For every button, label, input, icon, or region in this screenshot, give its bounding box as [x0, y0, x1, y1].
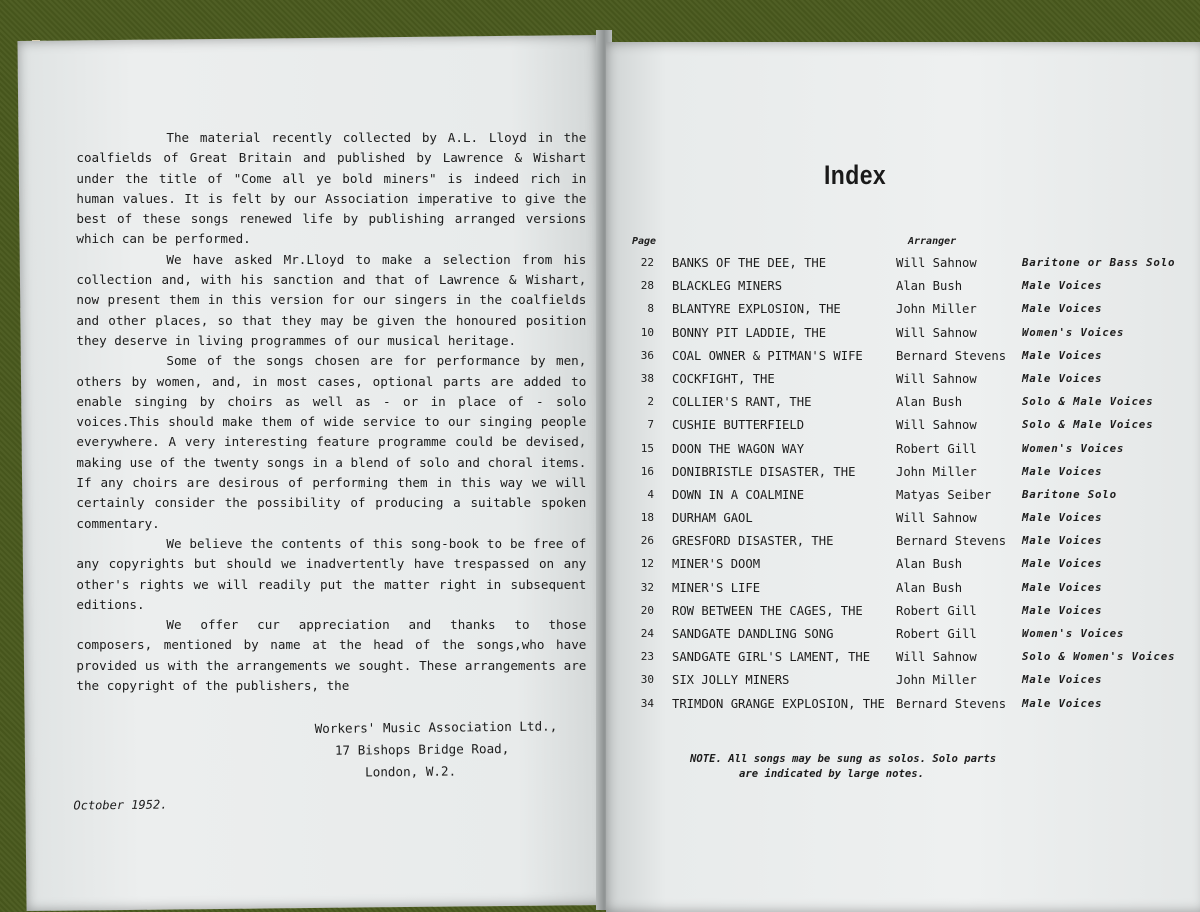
song-voices: Male Voices — [1022, 603, 1103, 617]
index-row — [606, 600, 1200, 623]
song-title: DOWN IN A COALMINE — [672, 487, 805, 502]
address-line-2: 17 Bishops Bridge Road, — [334, 740, 510, 758]
index-row — [606, 368, 1200, 391]
song-title: CUSHIE BUTTERFIELD — [672, 418, 805, 433]
song-page-number: 4 — [647, 487, 654, 501]
song-arranger: Will Sahnow — [896, 650, 977, 665]
song-title: TRIMDON GRANGE EXPLOSION, THE — [672, 696, 885, 711]
song-page-number: 26 — [640, 534, 654, 548]
song-page-number: 38 — [640, 371, 654, 385]
song-page-number: 20 — [640, 603, 654, 617]
song-arranger: Will Sahnow — [896, 256, 977, 270]
song-page-number: 24 — [640, 627, 654, 640]
intro-paragraph-1: The material recently collected by A.L. Lloyd in the coalfields of Great Britain and published by Lawrence & Wishart under the title of "Come all ye bold miners" is indeed rich in human values. It is felt by our Association imperative to give the best of these songs renewed life by publishing arranged versions which can be performed. — [76, 129, 587, 247]
song-arranger: John Miller — [896, 673, 977, 688]
song-voices: Baritone or Bass Solo — [1022, 256, 1176, 269]
song-page-number: 12 — [640, 557, 654, 571]
index-row — [606, 484, 1200, 507]
song-page-number: 23 — [640, 650, 654, 664]
song-voices: Solo & Male Voices — [1022, 418, 1154, 432]
index-title: Index — [824, 160, 887, 190]
song-page-number: 36 — [640, 348, 654, 362]
song-page-number: 15 — [640, 441, 654, 455]
header-arranger: Arranger — [908, 236, 957, 247]
song-voices: Male Voices — [1022, 302, 1103, 316]
index-row — [606, 530, 1200, 553]
song-voices: Male Voices — [1022, 580, 1103, 594]
intro-paragraph-3: Some of the songs chosen are for performance by men, others by women, and, in most cases, optional parts are added to enable singing by choirs as well as - or in place of - solo voices.This should make them of wide service to our singing people everywhere. A very interesting feature programme could be devised, making use of the twenty songs in a blend of solo and choral items. If any choirs are desirous of performing them in this way we will certainly consider the possibility of producing a suitable spoken commentary. — [76, 353, 587, 531]
note-line-1: NOTE. All songs may be sung as solos. Solo parts — [690, 753, 997, 765]
song-page-number: 10 — [640, 325, 654, 339]
song-title: SANDGATE DANDLING SONG — [672, 627, 834, 641]
index-row — [606, 623, 1200, 646]
index-row — [606, 252, 1200, 275]
song-arranger: Alan Bush — [896, 279, 963, 294]
song-voices: Male Voices — [1022, 348, 1103, 362]
song-voices: Solo & Male Voices — [1022, 395, 1154, 409]
song-title: ROW BETWEEN THE CAGES, THE — [672, 603, 863, 618]
index-row — [606, 461, 1200, 484]
song-voices: Male Voices — [1022, 371, 1103, 385]
song-voices: Women's Voices — [1022, 325, 1125, 339]
song-title: COCKFIGHT, THE — [672, 371, 775, 386]
song-arranger: Bernard Stevens — [896, 696, 1007, 711]
song-arranger: Robert Gill — [896, 603, 977, 618]
index-row — [606, 646, 1200, 669]
index-row — [606, 693, 1200, 716]
index-row — [606, 298, 1200, 321]
song-title: SANDGATE GIRL'S LAMENT, THE — [672, 650, 871, 665]
song-arranger: Robert Gill — [896, 627, 977, 641]
song-page-number: 2 — [647, 395, 654, 409]
publication-date: October 1952. — [73, 797, 168, 813]
song-page-number: 7 — [647, 418, 654, 432]
index-row — [606, 553, 1200, 576]
publisher-address — [315, 715, 576, 784]
index-row — [606, 345, 1200, 368]
song-page-number: 22 — [640, 256, 654, 269]
song-voices: Male Voices — [1022, 511, 1103, 525]
song-voices: Male Voices — [1022, 464, 1103, 478]
index-row — [606, 322, 1200, 345]
song-arranger: Bernard Stevens — [896, 534, 1007, 549]
song-page-number: 32 — [640, 580, 654, 594]
index-row — [606, 275, 1200, 298]
address-line-3: London, W.2. — [365, 763, 457, 780]
song-voices: Solo & Women's Voices — [1022, 650, 1176, 664]
song-title: MINER'S LIFE — [672, 580, 761, 595]
song-arranger: Robert Gill — [896, 441, 977, 456]
song-voices: Women's Voices — [1022, 627, 1125, 640]
index-note — [690, 752, 1110, 782]
index-table — [606, 252, 1200, 716]
address-line-1: Workers' Music Association Ltd., — [314, 718, 558, 736]
song-title: SIX JOLLY MINERS — [672, 673, 790, 688]
note-line-2: are indicated by large notes. — [739, 768, 924, 780]
song-arranger: Bernard Stevens — [896, 348, 1007, 363]
song-page-number: 28 — [640, 279, 654, 293]
intro-paragraph-2: We have asked Mr.Lloyd to make a selection from his collection and, with his sanction and that of Lawrence & Wishart, now present them in this version for our singers in the coalfields and other places, so that they may be given the honoured position they deserve in living programmes of our musical heritage. — [76, 251, 587, 348]
song-title: BANKS OF THE DEE, THE — [672, 256, 827, 270]
song-voices: Male Voices — [1022, 557, 1103, 571]
song-title: COAL OWNER & PITMAN'S WIFE — [672, 348, 863, 363]
intro-paragraph-5: We offer cur appreciation and thanks to those composers, mentioned by name at the head of the songs,who have provided us with the arrangements we sought. These arrangements are the copyright of the publishers, the — [76, 616, 587, 693]
index-row — [606, 669, 1200, 692]
index-row — [606, 577, 1200, 600]
song-page-number: 8 — [647, 302, 654, 316]
index-row — [606, 414, 1200, 437]
index-row — [606, 507, 1200, 530]
song-arranger: Alan Bush — [896, 395, 963, 410]
song-title: BLANTYRE EXPLOSION, THE — [672, 302, 841, 317]
song-title: BLACKLEG MINERS — [672, 279, 783, 294]
song-title: MINER'S DOOM — [672, 557, 761, 572]
intro-paragraph-4: We believe the contents of this song-book to be free of any copyrights but should we inadvertently have trespassed on any other's rights we will readily put the matter right in subsequent editions. — [76, 535, 587, 612]
song-voices: Male Voices — [1022, 696, 1103, 710]
song-page-number: 16 — [640, 464, 654, 478]
song-voices: Male Voices — [1022, 673, 1103, 687]
song-voices: Women's Voices — [1022, 441, 1125, 455]
song-arranger: Alan Bush — [896, 580, 963, 595]
header-page: Page — [632, 236, 657, 247]
song-arranger: Will Sahnow — [896, 371, 977, 386]
index-row — [606, 438, 1200, 461]
song-voices: Baritone Solo — [1022, 487, 1117, 501]
song-page-number: 30 — [640, 673, 654, 687]
song-page-number: 18 — [640, 511, 654, 525]
song-voices: Male Voices — [1022, 279, 1103, 293]
song-title: GRESFORD DISASTER, THE — [672, 534, 834, 549]
index-row — [606, 391, 1200, 414]
song-title: BONNY PIT LADDIE, THE — [672, 325, 827, 340]
song-arranger: John Miller — [896, 464, 977, 479]
song-title: DOON THE WAGON WAY — [672, 441, 805, 456]
song-arranger: Will Sahnow — [896, 325, 977, 340]
song-voices: Male Voices — [1022, 534, 1103, 548]
song-title: DURHAM GAOL — [672, 511, 753, 526]
introduction-text — [76, 128, 586, 696]
song-arranger: Matyas Seiber — [896, 487, 992, 502]
song-title: DONIBRISTLE DISASTER, THE — [672, 464, 856, 479]
left-page — [17, 35, 606, 911]
right-page — [606, 42, 1200, 912]
song-arranger: Will Sahnow — [896, 511, 977, 526]
song-arranger: Alan Bush — [896, 557, 963, 572]
song-title: COLLIER'S RANT, THE — [672, 395, 812, 410]
song-arranger: John Miller — [896, 302, 977, 317]
song-page-number: 34 — [640, 696, 654, 710]
song-arranger: Will Sahnow — [896, 418, 977, 433]
